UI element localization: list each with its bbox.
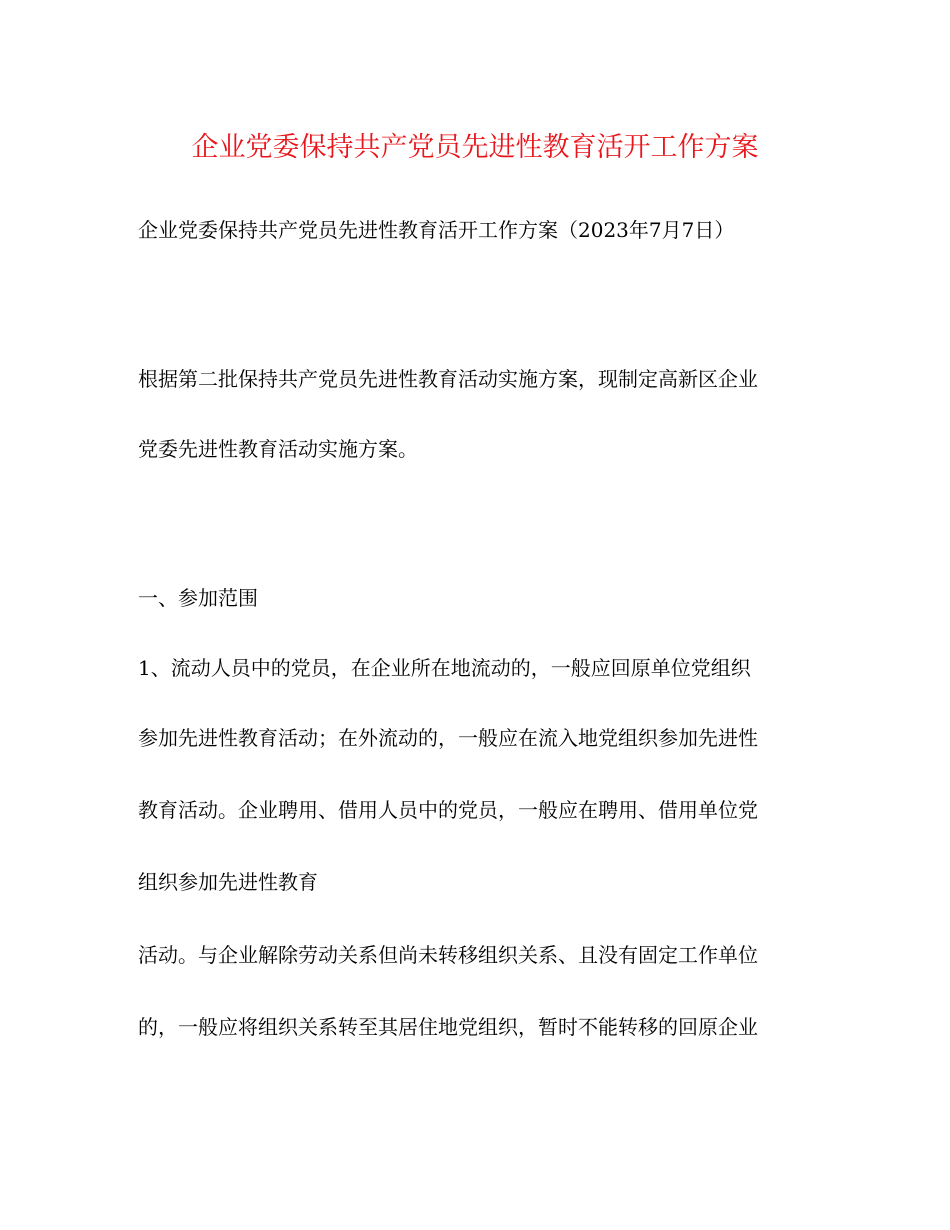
paragraph-line: 活动。与企业解除劳动关系但尚未转移组织关系、且没有固定工作单位 bbox=[138, 943, 758, 967]
section-heading: 一、参加范围 bbox=[138, 586, 258, 610]
paragraph-line: 组织参加先进性教育 bbox=[138, 870, 318, 894]
paragraph-line: 1、流动人员中的党员，在企业所在地流动的，一般应回原单位党组织 bbox=[138, 656, 751, 680]
paragraph-line: 参加先进性教育活动；在外流动的，一般应在流入地党组织参加先进性 bbox=[138, 726, 758, 750]
paragraph-line: 教育活动。企业聘用、借用人员中的党员，一般应在聘用、借用单位党 bbox=[138, 798, 758, 822]
document-title: 企业党委保持共产党员先进性教育活开工作方案 bbox=[191, 132, 759, 163]
document-subtitle: 企业党委保持共产党员先进性教育活开工作方案（2023年7月7日） bbox=[138, 218, 735, 242]
paragraph-line: 的，一般应将组织关系转至其居住地党组织，暂时不能转移的回原企业 bbox=[138, 1015, 758, 1039]
paragraph-line: 根据第二批保持共产党员先进性教育活动实施方案，现制定高新区企业 bbox=[138, 367, 758, 391]
paragraph-line: 党委先进性教育活动实施方案。 bbox=[138, 437, 418, 461]
